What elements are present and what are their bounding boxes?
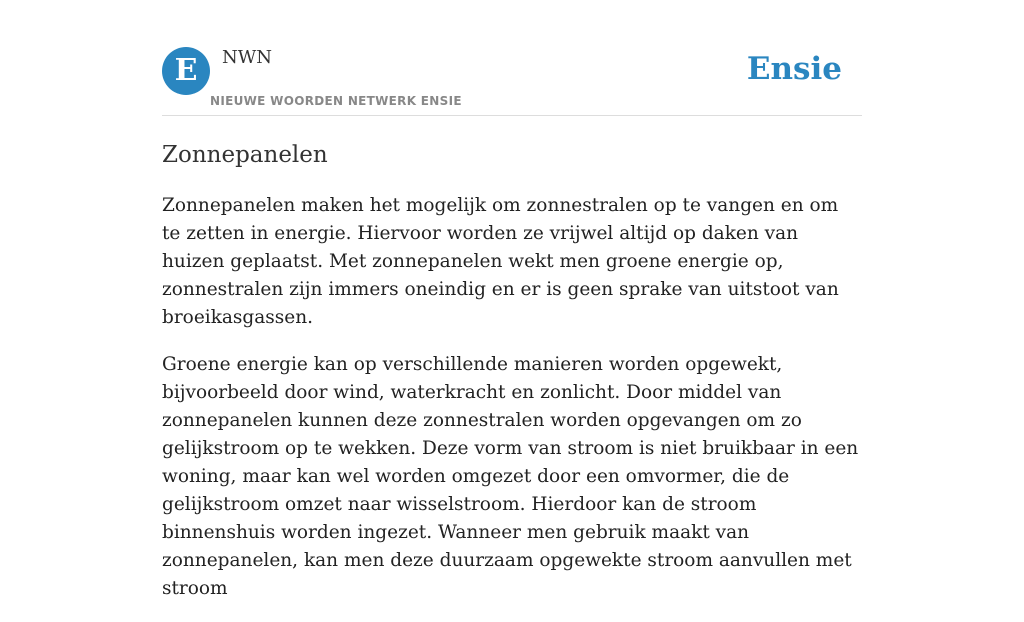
brand-logo[interactable]: Ensie — [746, 51, 842, 87]
ensie-logo-icon[interactable]: E — [162, 47, 210, 95]
page-title: Zonnepanelen — [162, 142, 328, 168]
author-name[interactable]: NWN — [222, 47, 273, 68]
author-subtitle: NIEUWE WOORDEN NETWERK ENSIE — [210, 94, 462, 108]
article-paragraph: Groene energie kan op verschillende manieren worden opgewekt, bijvoorbeeld door wind, waterkracht en zonlicht. Door middel van zonnepanelen kunnen deze zonnestralen worden opgevangen om zo gelijkstroom op te wekken. Deze vorm van stroom is niet bruikbaar in een woning, maar kan wel worden omgezet door een omvormer, die de gelijkstroom omzet naar wisselstroom. Hierdoor kan de stroom binnenshuis worden ingezet. Wanneer men gebruik maakt van zonnepanelen, kan men deze duurzaam opgewekte stroom aanvullen met stroom — [162, 354, 859, 599]
article-paragraph: Zonnepanelen maken het mogelijk om zonnestralen op te vangen en om te zetten in energie. Hiervoor worden ze vrijwel altijd op daken van huizen geplaatst. Met zonnepanelen wekt men groene energie op, zonnestralen zijn immers oneindig en er is geen sprake van uitstoot van broeikasgassen. — [162, 195, 839, 328]
page-container — [162, 0, 862, 599]
article-body — [162, 192, 862, 622]
header — [162, 0, 862, 116]
